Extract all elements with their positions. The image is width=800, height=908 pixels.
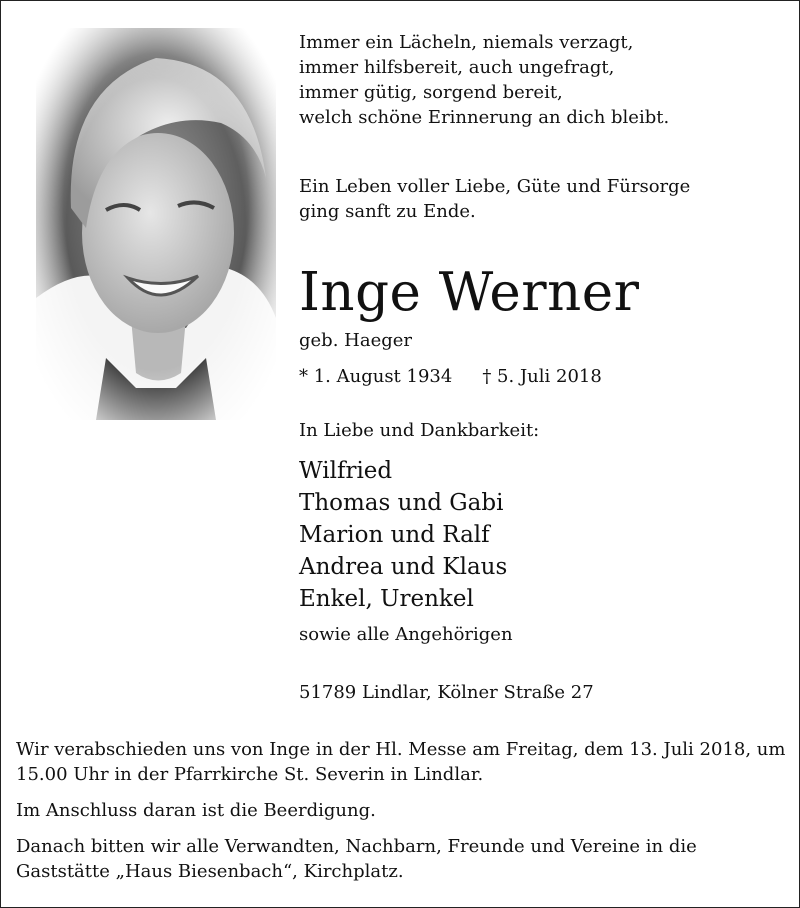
relatives-line: sowie alle Angehörigen [299,624,513,645]
mourners-list [299,455,507,615]
life-dates [299,364,602,389]
invitation-notice: Danach bitten wir alle Verwandten, Nachbarn, Freunde und Vereine in die Gaststätte „Haus Biesenbach“, Kirchplatz. [16,836,697,882]
mass-notice: Wir verabschieden uns von Inge in der Hl. Messe am Freitag, dem 13. Juli 2018, um 15.00 Uhr in der Pfarrkirche St. Severin in Lindlar. [16,739,786,785]
mourner-name: Andrea und Klaus [299,554,508,580]
death-date: † 5. Juli 2018 [482,366,602,387]
address: 51789 Lindlar, Kölner Straße 27 [299,682,594,703]
poem-line: welch schöne Erinnerung an dich bleibt. [299,107,670,128]
poem-line: immer hilfsbereit, auch ungefragt, [299,57,615,78]
mourner-name: Thomas und Gabi [299,490,504,516]
maiden-name: geb. Haeger [299,330,413,351]
poem-line: Immer ein Lächeln, niemals verzagt, [299,32,634,53]
poem-line: immer gütig, sorgend bereit, [299,82,563,103]
portrait-photo [36,28,276,420]
mourners-intro: In Liebe und Dankbarkeit: [299,420,540,441]
life-line: Ein Leben voller Liebe, Güte und Fürsorge [299,176,691,197]
life-statement [299,174,690,224]
life-line: ging sanft zu Ende. [299,201,476,222]
mourner-name: Marion und Ralf [299,522,490,548]
poem [299,30,669,130]
mourner-name: Enkel, Urenkel [299,586,474,612]
mourner-name: Wilfried [299,458,393,484]
birth-date: * 1. August 1934 [299,366,453,387]
burial-notice: Im Anschluss daran ist die Beerdigung. [16,800,376,821]
deceased-name: Inge Werner [299,262,640,323]
